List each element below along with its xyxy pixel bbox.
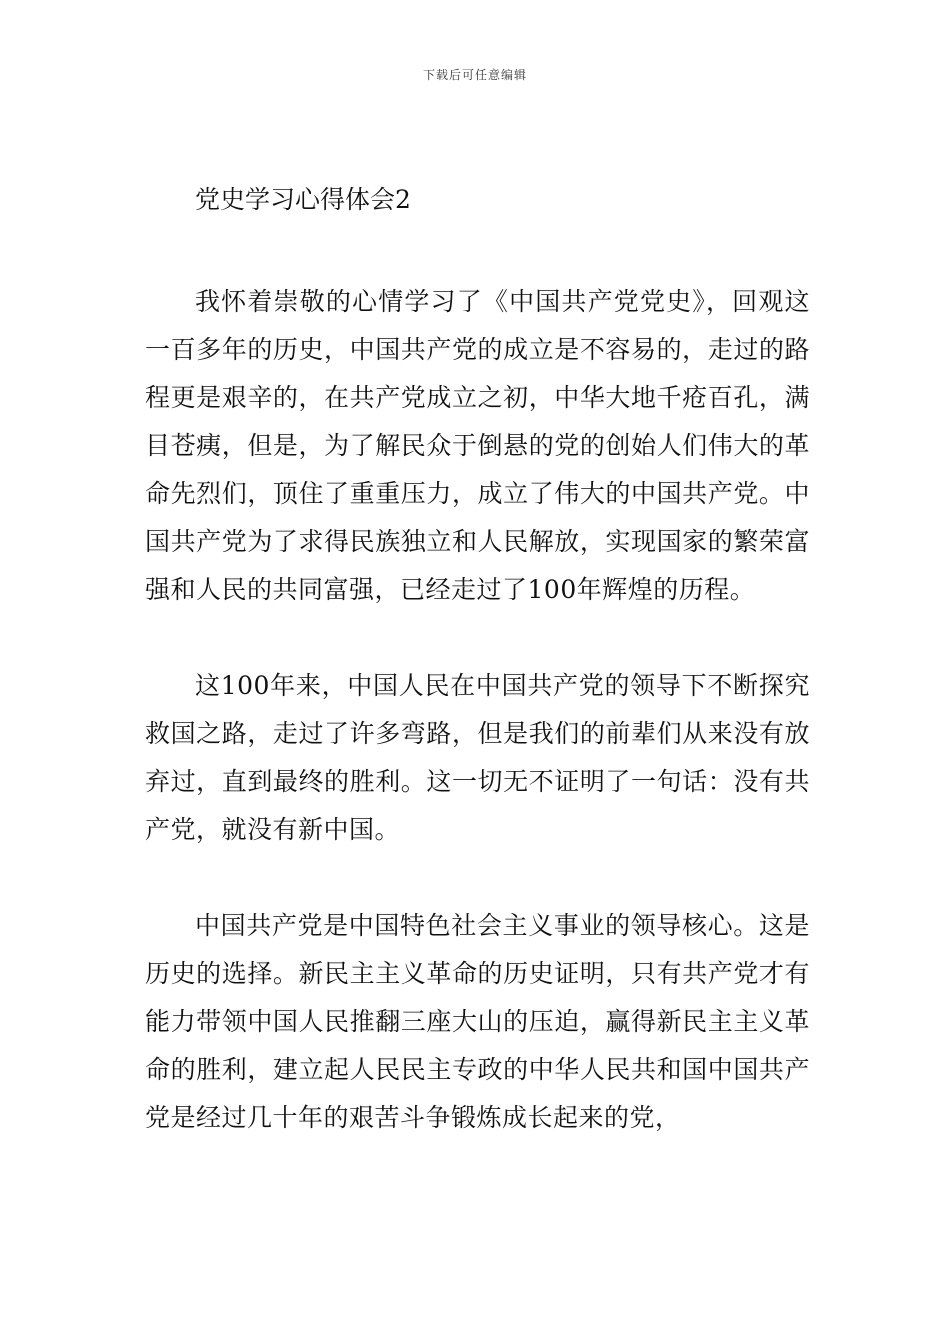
document-body	[145, 180, 810, 1142]
spacer	[145, 854, 810, 902]
paragraph-1: 我怀着崇敬的心情学习了《中国共产党党史》，回观这一百多年的历史，中国共产党的成立是不容易的，走过的路程更是艰辛的，在共产党成立之初，中华大地千疮百孔，满目苍痍，但是，为了解民众于倒悬的党的创始人们伟大的革命先烈们，顶住了重重压力，成立了伟大的中国共产党。中国共产党为了求得民族独立和人民解放，实现国家的繁荣富强和人民的共同富强，已经走过了100年辉煌的历程。	[145, 287, 810, 604]
paragraph-3: 中国共产党是中国特色社会主义事业的领导核心。这是历史的选择。新民主主义革命的历史证明，只有共产党才有能力带领中国人民推翻三座大山的压迫，赢得新民主主义革命的胜利，建立起人民民主专政的中华人民共和国中国共产党是经过几十年的艰苦斗争锻炼成长起来的党，	[145, 911, 810, 1132]
spacer	[145, 614, 810, 662]
spacer	[145, 220, 810, 278]
document-title: 党史学习心得体会2	[195, 185, 411, 214]
header-note: 下载后可任意编辑	[422, 68, 527, 82]
paragraph-2: 这100年来，中国人民在中国共产党的领导下不断探究救国之路，走过了许多弯路，但是我们的前辈们从来没有放弃过，直到最终的胜利。这一切无不证明了一句话：没有共产党，就没有新中国。	[145, 671, 810, 844]
